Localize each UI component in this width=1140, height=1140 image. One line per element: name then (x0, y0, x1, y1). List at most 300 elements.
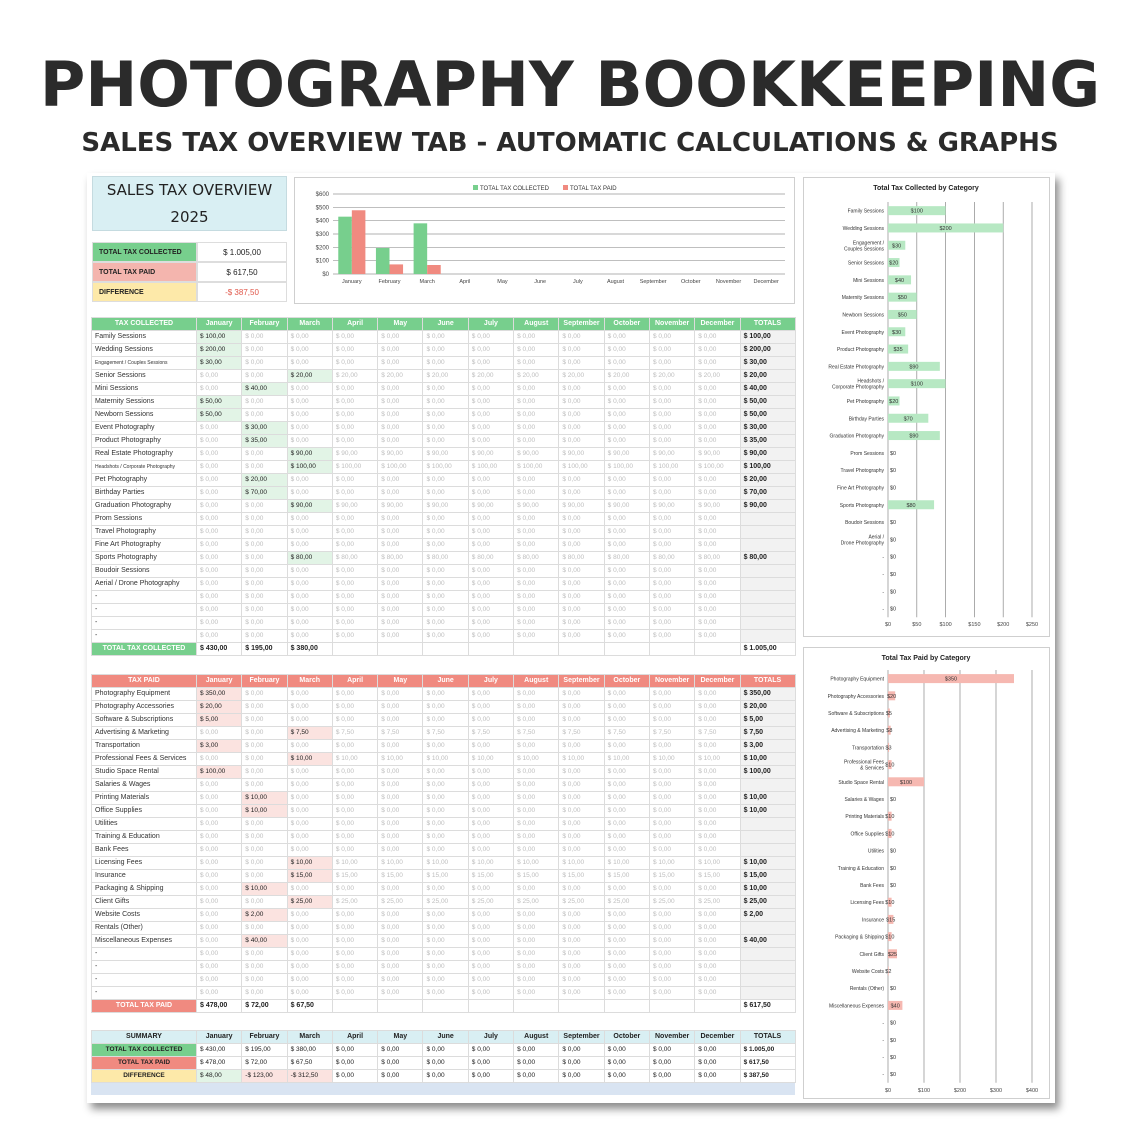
value-cell[interactable]: $ 0,00 (514, 539, 559, 552)
value-cell[interactable]: $ 0,00 (559, 883, 604, 896)
value-cell[interactable]: $ 0,00 (695, 591, 740, 604)
category-cell[interactable]: Maternity Sessions (92, 396, 197, 409)
value-cell[interactable]: $ 0,00 (287, 513, 332, 526)
value-cell[interactable]: $ 0,00 (468, 883, 513, 896)
value-cell[interactable]: $ 0,00 (242, 948, 287, 961)
value-cell[interactable]: $ 0,00 (242, 604, 287, 617)
value-cell[interactable]: $ 0,00 (242, 591, 287, 604)
value-cell[interactable]: $ 0,00 (695, 630, 740, 643)
value-cell[interactable]: $ 0,00 (332, 974, 377, 987)
value-cell[interactable]: $ 0,00 (514, 961, 559, 974)
value-cell[interactable]: $ 0,00 (514, 740, 559, 753)
value-cell[interactable]: $ 0,00 (378, 818, 423, 831)
value-cell[interactable]: $ 10,00 (559, 857, 604, 870)
value-cell[interactable]: $ 0,00 (468, 578, 513, 591)
value-cell[interactable]: $ 80,00 (514, 552, 559, 565)
value-cell[interactable]: $ 15,00 (559, 870, 604, 883)
value-cell[interactable]: $ 0,00 (559, 487, 604, 500)
value-cell[interactable]: $ 0,00 (604, 844, 649, 857)
value-cell[interactable]: $ 25,00 (423, 896, 468, 909)
value-cell[interactable]: $ 0,00 (468, 383, 513, 396)
value-cell[interactable]: $ 0,00 (649, 688, 694, 701)
value-cell[interactable]: $ 25,00 (332, 896, 377, 909)
category-cell[interactable]: - (92, 974, 197, 987)
value-cell[interactable]: $ 0,00 (695, 487, 740, 500)
value-cell[interactable]: $ 0,00 (604, 714, 649, 727)
value-cell[interactable]: $ 90,00 (514, 500, 559, 513)
category-cell[interactable]: Boudoir Sessions (92, 565, 197, 578)
value-cell[interactable]: $ 0,00 (604, 909, 649, 922)
value-cell[interactable]: $ 0,00 (559, 831, 604, 844)
value-cell[interactable]: $ 0,00 (332, 740, 377, 753)
value-cell[interactable]: $ 0,00 (649, 974, 694, 987)
value-cell[interactable]: $ 0,00 (242, 500, 287, 513)
value-cell[interactable]: $ 0,00 (332, 422, 377, 435)
value-cell[interactable]: $ 0,00 (423, 526, 468, 539)
value-cell[interactable]: $ 0,00 (649, 948, 694, 961)
value-cell[interactable]: $ 0,00 (242, 727, 287, 740)
value-cell[interactable]: $ 0,00 (649, 714, 694, 727)
value-cell[interactable]: $ 20,00 (197, 701, 242, 714)
value-cell[interactable]: $ 0,00 (695, 948, 740, 961)
category-cell[interactable]: - (92, 630, 197, 643)
category-cell[interactable]: Graduation Photography (92, 500, 197, 513)
value-cell[interactable]: $ 0,00 (604, 383, 649, 396)
value-cell[interactable]: $ 0,00 (287, 844, 332, 857)
value-cell[interactable]: $ 90,00 (649, 500, 694, 513)
value-cell[interactable]: $ 0,00 (287, 435, 332, 448)
value-cell[interactable]: $ 35,00 (242, 435, 287, 448)
value-cell[interactable]: $ 0,00 (559, 422, 604, 435)
value-cell[interactable]: $ 100,00 (197, 766, 242, 779)
value-cell[interactable]: $ 0,00 (468, 396, 513, 409)
value-cell[interactable]: $ 0,00 (559, 922, 604, 935)
category-cell[interactable]: Mini Sessions (92, 383, 197, 396)
value-cell[interactable]: $ 0,00 (287, 604, 332, 617)
category-cell[interactable]: Training & Education (92, 831, 197, 844)
value-cell[interactable]: $ 0,00 (197, 961, 242, 974)
value-cell[interactable]: $ 0,00 (468, 909, 513, 922)
value-cell[interactable]: $ 0,00 (332, 948, 377, 961)
value-cell[interactable]: $ 0,00 (378, 948, 423, 961)
value-cell[interactable]: $ 0,00 (197, 753, 242, 766)
value-cell[interactable]: $ 90,00 (468, 500, 513, 513)
value-cell[interactable]: $ 25,00 (695, 896, 740, 909)
value-cell[interactable]: $ 80,00 (649, 552, 694, 565)
value-cell[interactable]: $ 0,00 (649, 909, 694, 922)
value-cell[interactable]: $ 0,00 (514, 714, 559, 727)
category-cell[interactable]: Sports Photography (92, 552, 197, 565)
value-cell[interactable]: $ 0,00 (604, 935, 649, 948)
value-cell[interactable]: $ 20,00 (559, 370, 604, 383)
value-cell[interactable]: $ 0,00 (197, 422, 242, 435)
value-cell[interactable]: $ 0,00 (514, 792, 559, 805)
value-cell[interactable]: $ 0,00 (287, 987, 332, 1000)
value-cell[interactable]: $ 25,00 (604, 896, 649, 909)
value-cell[interactable]: $ 0,00 (468, 961, 513, 974)
value-cell[interactable]: $ 0,00 (287, 974, 332, 987)
category-cell[interactable]: Insurance (92, 870, 197, 883)
value-cell[interactable]: $ 0,00 (559, 474, 604, 487)
value-cell[interactable]: $ 0,00 (604, 435, 649, 448)
value-cell[interactable]: $ 0,00 (604, 701, 649, 714)
value-cell[interactable]: $ 0,00 (695, 935, 740, 948)
value-cell[interactable]: $ 0,00 (468, 844, 513, 857)
category-cell[interactable]: Licensing Fees (92, 857, 197, 870)
value-cell[interactable]: $ 0,00 (604, 948, 649, 961)
value-cell[interactable]: $ 15,00 (378, 870, 423, 883)
value-cell[interactable]: $ 0,00 (242, 766, 287, 779)
value-cell[interactable]: $ 0,00 (197, 870, 242, 883)
value-cell[interactable]: $ 0,00 (423, 435, 468, 448)
value-cell[interactable]: $ 0,00 (287, 565, 332, 578)
value-cell[interactable]: $ 0,00 (378, 513, 423, 526)
value-cell[interactable]: $ 0,00 (378, 935, 423, 948)
value-cell[interactable]: $ 0,00 (378, 714, 423, 727)
value-cell[interactable]: $ 10,00 (423, 753, 468, 766)
value-cell[interactable]: $ 2,00 (242, 909, 287, 922)
value-cell[interactable]: $ 0,00 (197, 792, 242, 805)
value-cell[interactable]: $ 0,00 (242, 922, 287, 935)
value-cell[interactable]: $ 10,00 (559, 753, 604, 766)
value-cell[interactable]: $ 0,00 (197, 831, 242, 844)
value-cell[interactable]: $ 40,00 (242, 935, 287, 948)
value-cell[interactable]: $ 0,00 (649, 422, 694, 435)
value-cell[interactable]: $ 0,00 (287, 922, 332, 935)
value-cell[interactable]: $ 0,00 (197, 630, 242, 643)
value-cell[interactable]: $ 0,00 (197, 909, 242, 922)
value-cell[interactable]: $ 90,00 (332, 500, 377, 513)
value-cell[interactable]: $ 0,00 (287, 740, 332, 753)
value-cell[interactable]: $ 0,00 (514, 831, 559, 844)
category-cell[interactable]: Family Sessions (92, 331, 197, 344)
value-cell[interactable]: $ 25,00 (287, 896, 332, 909)
value-cell[interactable]: $ 0,00 (649, 526, 694, 539)
value-cell[interactable]: $ 0,00 (649, 961, 694, 974)
value-cell[interactable]: $ 0,00 (287, 688, 332, 701)
value-cell[interactable]: $ 0,00 (287, 766, 332, 779)
value-cell[interactable]: $ 0,00 (197, 448, 242, 461)
value-cell[interactable]: $ 0,00 (332, 805, 377, 818)
value-cell[interactable]: $ 0,00 (197, 578, 242, 591)
value-cell[interactable]: $ 0,00 (468, 435, 513, 448)
value-cell[interactable]: $ 10,00 (242, 883, 287, 896)
category-cell[interactable]: Headshots / Corporate Photography (92, 461, 197, 474)
value-cell[interactable]: $ 0,00 (287, 805, 332, 818)
category-cell[interactable]: Real Estate Photography (92, 448, 197, 461)
value-cell[interactable]: $ 0,00 (242, 331, 287, 344)
value-cell[interactable]: $ 0,00 (423, 630, 468, 643)
value-cell[interactable]: $ 0,00 (468, 740, 513, 753)
value-cell[interactable]: $ 0,00 (559, 935, 604, 948)
category-cell[interactable]: Photography Equipment (92, 688, 197, 701)
value-cell[interactable]: $ 15,00 (287, 870, 332, 883)
value-cell[interactable]: $ 0,00 (604, 422, 649, 435)
value-cell[interactable]: $ 0,00 (514, 604, 559, 617)
value-cell[interactable]: $ 0,00 (514, 409, 559, 422)
value-cell[interactable]: $ 0,00 (197, 857, 242, 870)
value-cell[interactable]: $ 0,00 (514, 688, 559, 701)
category-cell[interactable]: Salaries & Wages (92, 779, 197, 792)
category-cell[interactable]: Photography Accessories (92, 701, 197, 714)
value-cell[interactable]: $ 0,00 (197, 513, 242, 526)
value-cell[interactable]: $ 0,00 (423, 909, 468, 922)
category-cell[interactable]: Travel Photography (92, 526, 197, 539)
value-cell[interactable]: $ 0,00 (649, 818, 694, 831)
value-cell[interactable]: $ 100,00 (468, 461, 513, 474)
value-cell[interactable]: $ 7,50 (695, 727, 740, 740)
value-cell[interactable]: $ 100,00 (378, 461, 423, 474)
value-cell[interactable]: $ 0,00 (378, 565, 423, 578)
value-cell[interactable]: $ 0,00 (242, 974, 287, 987)
value-cell[interactable]: $ 0,00 (287, 539, 332, 552)
category-cell[interactable]: Office Supplies (92, 805, 197, 818)
value-cell[interactable]: $ 0,00 (559, 617, 604, 630)
value-cell[interactable]: $ 7,50 (604, 727, 649, 740)
value-cell[interactable]: $ 0,00 (649, 513, 694, 526)
value-cell[interactable]: $ 0,00 (423, 578, 468, 591)
value-cell[interactable]: $ 0,00 (423, 604, 468, 617)
value-cell[interactable]: $ 0,00 (287, 617, 332, 630)
value-cell[interactable]: $ 0,00 (332, 701, 377, 714)
value-cell[interactable]: $ 0,00 (423, 383, 468, 396)
value-cell[interactable]: $ 0,00 (468, 948, 513, 961)
value-cell[interactable]: $ 0,00 (604, 487, 649, 500)
value-cell[interactable]: $ 0,00 (423, 961, 468, 974)
value-cell[interactable]: $ 0,00 (197, 922, 242, 935)
value-cell[interactable]: $ 0,00 (468, 688, 513, 701)
value-cell[interactable]: $ 0,00 (695, 331, 740, 344)
value-cell[interactable]: $ 15,00 (514, 870, 559, 883)
value-cell[interactable]: $ 0,00 (287, 701, 332, 714)
value-cell[interactable]: $ 0,00 (695, 792, 740, 805)
value-cell[interactable]: $ 0,00 (332, 818, 377, 831)
value-cell[interactable]: $ 0,00 (378, 357, 423, 370)
value-cell[interactable]: $ 15,00 (423, 870, 468, 883)
value-cell[interactable]: $ 0,00 (468, 617, 513, 630)
value-cell[interactable]: $ 0,00 (604, 792, 649, 805)
value-cell[interactable]: $ 0,00 (332, 844, 377, 857)
value-cell[interactable]: $ 40,00 (242, 383, 287, 396)
value-cell[interactable]: $ 0,00 (423, 935, 468, 948)
value-cell[interactable]: $ 0,00 (649, 591, 694, 604)
value-cell[interactable]: $ 0,00 (649, 701, 694, 714)
category-cell[interactable]: Pet Photography (92, 474, 197, 487)
value-cell[interactable]: $ 90,00 (559, 500, 604, 513)
value-cell[interactable]: $ 0,00 (332, 987, 377, 1000)
value-cell[interactable]: $ 0,00 (468, 779, 513, 792)
value-cell[interactable]: $ 0,00 (332, 565, 377, 578)
value-cell[interactable]: $ 0,00 (378, 974, 423, 987)
value-cell[interactable]: $ 10,00 (468, 857, 513, 870)
value-cell[interactable]: $ 0,00 (468, 630, 513, 643)
category-cell[interactable]: Product Photography (92, 435, 197, 448)
value-cell[interactable]: $ 0,00 (242, 740, 287, 753)
category-cell[interactable]: Advertising & Marketing (92, 727, 197, 740)
value-cell[interactable]: $ 0,00 (378, 617, 423, 630)
value-cell[interactable]: $ 0,00 (423, 987, 468, 1000)
category-cell[interactable]: Utilities (92, 818, 197, 831)
value-cell[interactable]: $ 0,00 (514, 357, 559, 370)
value-cell[interactable]: $ 80,00 (378, 552, 423, 565)
value-cell[interactable]: $ 0,00 (378, 396, 423, 409)
category-cell[interactable]: Engagement / Couples Sessions (92, 357, 197, 370)
value-cell[interactable]: $ 0,00 (468, 357, 513, 370)
value-cell[interactable]: $ 10,00 (604, 857, 649, 870)
value-cell[interactable]: $ 0,00 (423, 701, 468, 714)
value-cell[interactable]: $ 0,00 (423, 591, 468, 604)
value-cell[interactable]: $ 0,00 (695, 805, 740, 818)
value-cell[interactable]: $ 0,00 (378, 805, 423, 818)
value-cell[interactable]: $ 3,00 (197, 740, 242, 753)
value-cell[interactable]: $ 0,00 (242, 526, 287, 539)
value-cell[interactable]: $ 0,00 (287, 383, 332, 396)
value-cell[interactable]: $ 0,00 (287, 331, 332, 344)
value-cell[interactable]: $ 0,00 (378, 922, 423, 935)
value-cell[interactable]: $ 0,00 (378, 630, 423, 643)
value-cell[interactable]: $ 0,00 (468, 805, 513, 818)
value-cell[interactable]: $ 0,00 (649, 831, 694, 844)
value-cell[interactable]: $ 0,00 (242, 513, 287, 526)
value-cell[interactable]: $ 0,00 (695, 474, 740, 487)
value-cell[interactable]: $ 20,00 (604, 370, 649, 383)
value-cell[interactable]: $ 10,00 (695, 753, 740, 766)
value-cell[interactable]: $ 10,00 (695, 857, 740, 870)
value-cell[interactable]: $ 0,00 (332, 935, 377, 948)
category-cell[interactable]: - (92, 961, 197, 974)
value-cell[interactable]: $ 0,00 (378, 487, 423, 500)
value-cell[interactable]: $ 0,00 (559, 688, 604, 701)
value-cell[interactable]: $ 0,00 (604, 565, 649, 578)
value-cell[interactable]: $ 0,00 (197, 883, 242, 896)
value-cell[interactable]: $ 0,00 (197, 818, 242, 831)
value-cell[interactable]: $ 0,00 (559, 578, 604, 591)
value-cell[interactable]: $ 0,00 (332, 922, 377, 935)
value-cell[interactable]: $ 0,00 (559, 766, 604, 779)
value-cell[interactable]: $ 90,00 (332, 448, 377, 461)
value-cell[interactable]: $ 10,00 (514, 753, 559, 766)
value-cell[interactable]: $ 90,00 (604, 448, 649, 461)
value-cell[interactable]: $ 0,00 (604, 357, 649, 370)
value-cell[interactable]: $ 0,00 (695, 740, 740, 753)
value-cell[interactable]: $ 0,00 (649, 474, 694, 487)
value-cell[interactable]: $ 0,00 (559, 974, 604, 987)
value-cell[interactable]: $ 0,00 (287, 591, 332, 604)
value-cell[interactable]: $ 0,00 (378, 526, 423, 539)
category-cell[interactable]: Printing Materials (92, 792, 197, 805)
value-cell[interactable]: $ 0,00 (332, 714, 377, 727)
value-cell[interactable]: $ 0,00 (423, 539, 468, 552)
value-cell[interactable]: $ 0,00 (423, 779, 468, 792)
value-cell[interactable]: $ 0,00 (468, 474, 513, 487)
value-cell[interactable]: $ 0,00 (514, 818, 559, 831)
value-cell[interactable]: $ 0,00 (378, 831, 423, 844)
value-cell[interactable]: $ 0,00 (559, 818, 604, 831)
value-cell[interactable]: $ 5,00 (197, 714, 242, 727)
value-cell[interactable]: $ 0,00 (287, 357, 332, 370)
value-cell[interactable]: $ 0,00 (242, 539, 287, 552)
value-cell[interactable]: $ 0,00 (287, 948, 332, 961)
value-cell[interactable]: $ 7,50 (468, 727, 513, 740)
value-cell[interactable]: $ 200,00 (197, 344, 242, 357)
value-cell[interactable]: $ 0,00 (242, 552, 287, 565)
value-cell[interactable]: $ 0,00 (649, 779, 694, 792)
value-cell[interactable]: $ 0,00 (695, 883, 740, 896)
value-cell[interactable]: $ 0,00 (604, 331, 649, 344)
category-cell[interactable]: Aerial / Drone Photography (92, 578, 197, 591)
value-cell[interactable]: $ 0,00 (287, 714, 332, 727)
value-cell[interactable]: $ 0,00 (423, 805, 468, 818)
value-cell[interactable]: $ 0,00 (559, 396, 604, 409)
value-cell[interactable]: $ 0,00 (604, 740, 649, 753)
value-cell[interactable]: $ 0,00 (242, 396, 287, 409)
value-cell[interactable]: $ 50,00 (197, 409, 242, 422)
value-cell[interactable]: $ 15,00 (649, 870, 694, 883)
value-cell[interactable]: $ 0,00 (197, 727, 242, 740)
value-cell[interactable]: $ 0,00 (197, 487, 242, 500)
value-cell[interactable]: $ 0,00 (197, 435, 242, 448)
value-cell[interactable]: $ 0,00 (695, 909, 740, 922)
value-cell[interactable]: $ 0,00 (649, 435, 694, 448)
value-cell[interactable]: $ 0,00 (695, 409, 740, 422)
value-cell[interactable]: $ 0,00 (695, 526, 740, 539)
value-cell[interactable]: $ 0,00 (649, 792, 694, 805)
value-cell[interactable]: $ 0,00 (649, 539, 694, 552)
value-cell[interactable]: $ 0,00 (604, 766, 649, 779)
value-cell[interactable]: $ 0,00 (695, 701, 740, 714)
value-cell[interactable]: $ 30,00 (197, 357, 242, 370)
value-cell[interactable]: $ 10,00 (423, 857, 468, 870)
value-cell[interactable]: $ 0,00 (242, 831, 287, 844)
value-cell[interactable]: $ 90,00 (468, 448, 513, 461)
value-cell[interactable]: $ 0,00 (649, 883, 694, 896)
value-cell[interactable]: $ 0,00 (423, 922, 468, 935)
value-cell[interactable]: $ 7,50 (559, 727, 604, 740)
value-cell[interactable]: $ 0,00 (514, 578, 559, 591)
value-cell[interactable]: $ 7,50 (378, 727, 423, 740)
category-cell[interactable]: Client Gifts (92, 896, 197, 909)
value-cell[interactable]: $ 0,00 (649, 487, 694, 500)
value-cell[interactable]: $ 0,00 (242, 578, 287, 591)
value-cell[interactable]: $ 0,00 (559, 987, 604, 1000)
value-cell[interactable]: $ 0,00 (242, 857, 287, 870)
value-cell[interactable]: $ 25,00 (378, 896, 423, 909)
value-cell[interactable]: $ 0,00 (197, 779, 242, 792)
value-cell[interactable]: $ 0,00 (332, 409, 377, 422)
category-cell[interactable]: - (92, 617, 197, 630)
value-cell[interactable]: $ 0,00 (559, 779, 604, 792)
value-cell[interactable]: $ 0,00 (649, 578, 694, 591)
value-cell[interactable]: $ 80,00 (332, 552, 377, 565)
value-cell[interactable]: $ 0,00 (378, 740, 423, 753)
value-cell[interactable]: $ 0,00 (559, 383, 604, 396)
value-cell[interactable]: $ 0,00 (332, 357, 377, 370)
value-cell[interactable]: $ 0,00 (332, 883, 377, 896)
value-cell[interactable]: $ 15,00 (604, 870, 649, 883)
category-cell[interactable]: Newborn Sessions (92, 409, 197, 422)
value-cell[interactable]: $ 20,00 (242, 474, 287, 487)
value-cell[interactable]: $ 0,00 (514, 435, 559, 448)
value-cell[interactable]: $ 0,00 (695, 922, 740, 935)
value-cell[interactable]: $ 0,00 (423, 948, 468, 961)
value-cell[interactable]: $ 0,00 (423, 409, 468, 422)
value-cell[interactable]: $ 10,00 (378, 753, 423, 766)
value-cell[interactable]: $ 50,00 (197, 396, 242, 409)
value-cell[interactable]: $ 0,00 (197, 948, 242, 961)
value-cell[interactable]: $ 0,00 (468, 974, 513, 987)
value-cell[interactable]: $ 10,00 (332, 857, 377, 870)
value-cell[interactable]: $ 0,00 (559, 344, 604, 357)
